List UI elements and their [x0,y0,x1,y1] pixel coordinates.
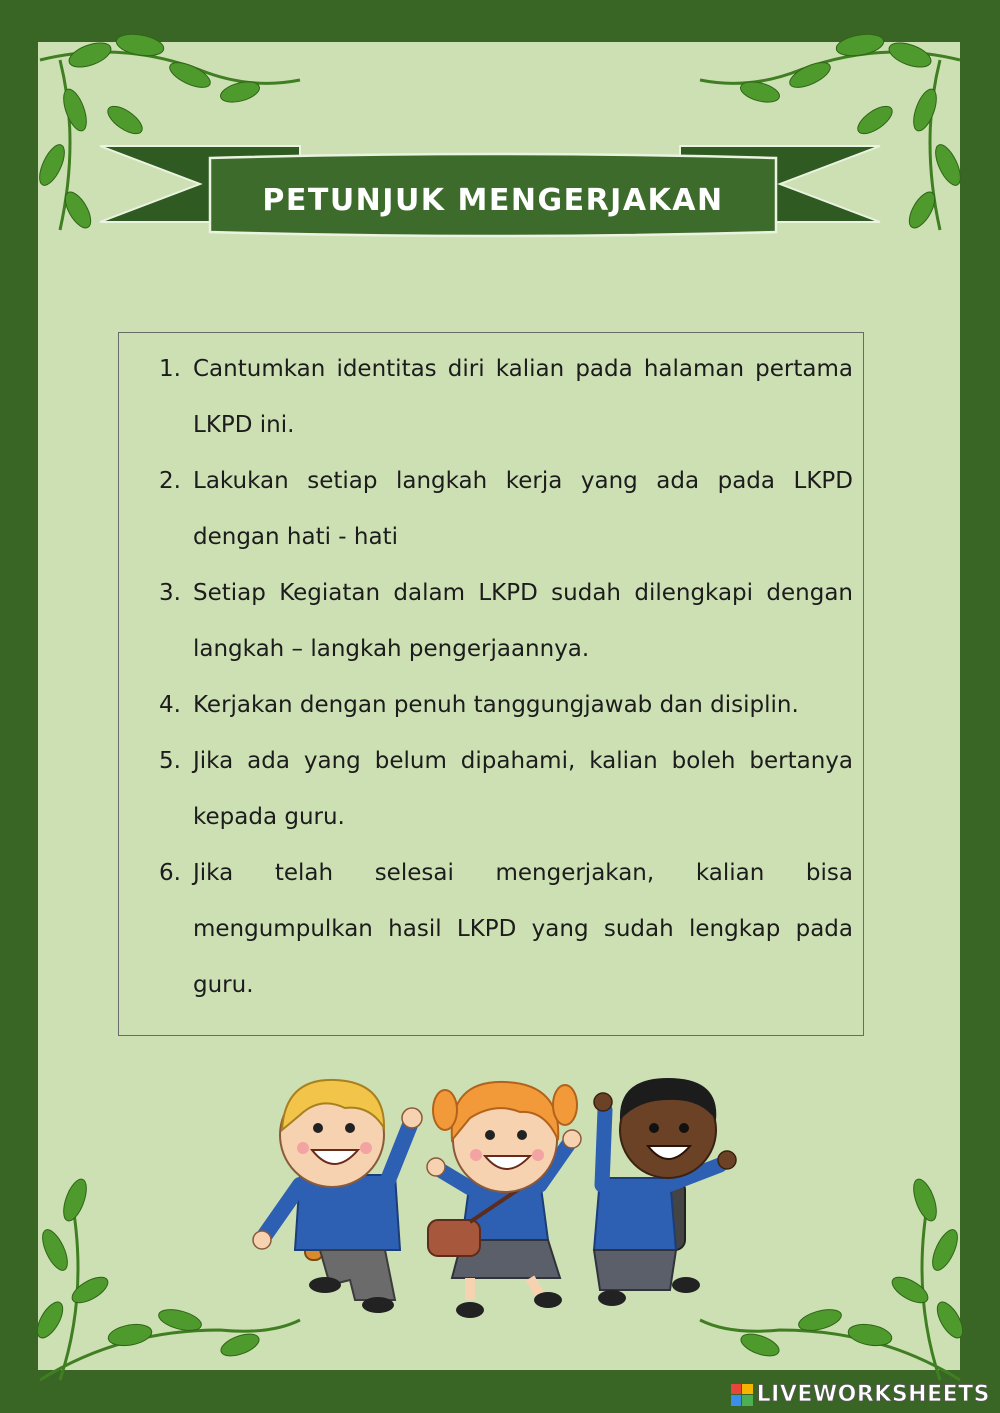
list-item [159,733,853,845]
item-text: Setiap Kegiatan dalam LKPD sudah dilengkapi dengan langkah – langkah pengerjaannya. [193,580,853,662]
item-number: 4. [159,692,181,718]
list-item [159,453,853,565]
item-text: Cantumkan identitas diri kalian pada halaman pertama LKPD ini. [193,356,853,438]
item-number: 5. [159,748,181,774]
item-text: Kerjakan dengan penuh tanggungjawab dan disiplin. [193,692,799,718]
liveworksheets-logo-icon [731,1384,753,1406]
item-text: Lakukan setiap langkah kerja yang ada pada LKPD dengan hati - hati [193,468,853,550]
list-item [159,677,853,733]
liveworksheets-watermark[interactable] [731,1382,990,1407]
item-number: 3. [159,580,181,606]
instructions-box [118,332,864,1036]
list-item [159,845,853,1013]
children-illustration [253,1078,736,1318]
list-item [159,341,853,453]
vine-bottom-right [700,1176,968,1380]
item-number: 6. [159,860,181,886]
item-text: Jika telah selesai mengerjakan, kalian bisa mengumpulkan hasil LKPD yang sudah lengkap pada guru. [193,860,853,998]
watermark-text: LIVEWORKSHEETS [756,1382,990,1407]
vine-bottom-left [32,1176,300,1380]
item-text: Jika ada yang belum dipahami, kalian boleh bertanya kepada guru. [193,748,853,830]
page-title: PETUNJUK MENGERJAKAN [262,182,724,218]
instructions-list [159,341,853,1013]
kid-girl [427,1082,581,1318]
list-item [159,565,853,677]
kid-boy-blond [253,1080,422,1313]
kid-boy-dark [594,1078,736,1306]
item-number: 2. [159,468,181,494]
item-number: 1. [159,356,181,382]
